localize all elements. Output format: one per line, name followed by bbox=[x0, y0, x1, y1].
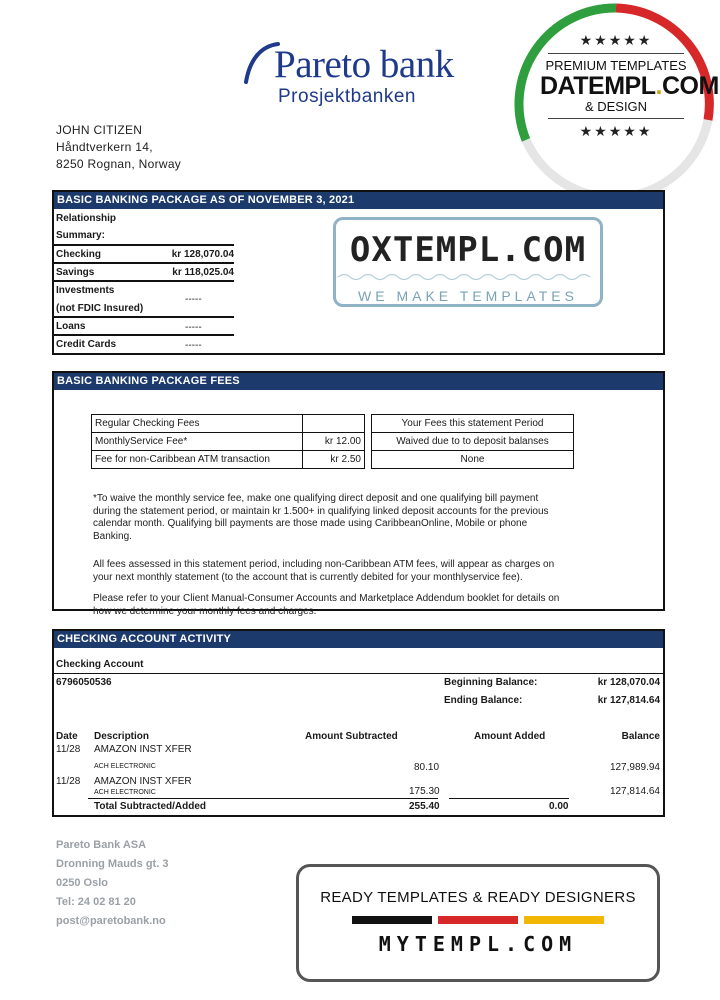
bank-logo bbox=[240, 38, 510, 118]
customer-address bbox=[56, 122, 181, 173]
col-description: Description bbox=[94, 731, 150, 742]
customer-name: JOHN CITIZEN bbox=[56, 123, 143, 137]
stamp-line1: PREMIUM TEMPLATES bbox=[545, 58, 687, 73]
promo-line2: MYTEMPL.COM bbox=[378, 932, 578, 956]
summary-header: BASIC BANKING PACKAGE AS OF NOVEMBER 3, 2021 bbox=[54, 192, 663, 209]
footer-city: 0250 Oslo bbox=[56, 877, 108, 889]
bank-footer-address bbox=[56, 836, 168, 931]
col-date: Date bbox=[56, 731, 78, 742]
summary-investments-row: Investments (not FDIC Insured) ----- bbox=[54, 282, 234, 318]
ending-balance-label: Ending Balance: bbox=[444, 695, 523, 706]
footer-email: post@paretobank.no bbox=[56, 915, 166, 927]
flag-stripes-icon bbox=[299, 916, 657, 924]
beginning-balance-value: kr 128,070.04 bbox=[597, 677, 660, 688]
fees-note-3: Please refer to your Client Manual-Consumer Accounts and Marketplace Addendum booklet for details on how we determine your monthly fees and charges. bbox=[93, 593, 560, 617]
bank-name: Pareto bank bbox=[274, 43, 454, 86]
col-balance: Balance bbox=[621, 731, 660, 742]
total-subtracted: 255.40 bbox=[409, 801, 440, 812]
fees-header: BASIC BANKING PACKAGE FEES bbox=[54, 373, 663, 390]
summary-credit-row: Credit Cards ----- bbox=[56, 339, 202, 351]
premium-stamp bbox=[512, 0, 720, 208]
account-number: 6796050536 bbox=[56, 677, 112, 688]
account-label: Checking Account bbox=[56, 659, 144, 670]
fees-note-1: *To waive the monthly service fee, make one qualifying direct deposit and one qualifying bill payment during the statement period, or maintain kr 1.500+ in qualifying linked deposit accounts for the previous calendar month. Qualifying bill payments are those made using CaribbeanOnline, Mobile or phone Banking. bbox=[93, 493, 549, 542]
stamp-line2: DATEMPL.COM bbox=[540, 72, 719, 100]
fees-col1-header: Regular Checking Fees bbox=[92, 415, 303, 433]
activity-section: CHECKING ACCOUNT ACTIVITY Checking Account 6796050536 Beginning Balance: kr 128,070.04 Ending Balance: kr 127,814.64 Date Description Amount Subtracted Amount Added Balance 11/28 AMAZON INST XFER ACH ELECTRONIC 80.10 127,989.94 11/28 AMAZON INST XFER ACH ELECTRONIC 175.30 127,814.64 Total Subtracted/Added 255.40 0.00 bbox=[52, 629, 665, 817]
summary-label: Summary: bbox=[56, 230, 105, 241]
oxtempl-watermark bbox=[333, 217, 603, 307]
col-amount-subtracted: Amount Subtracted bbox=[305, 731, 398, 742]
footer-company: Pareto Bank ASA bbox=[56, 839, 147, 851]
summary-loans-row: Loans ----- bbox=[54, 318, 234, 336]
fees-section bbox=[52, 371, 665, 617]
fees-note-2: All fees assessed in this statement period, including non-Caribbean ATM fees, will appear as charges on your next monthly statement (to the account that is currently debited for your monthlyservice fee). bbox=[93, 559, 555, 583]
bank-subtitle: Prosjektbanken bbox=[278, 86, 416, 107]
customer-address-line2: 8250 Rognan, Norway bbox=[56, 157, 182, 171]
watermark-tagline: WE MAKE TEMPLATES bbox=[358, 288, 578, 304]
total-added: 0.00 bbox=[549, 801, 569, 812]
customer-address-line1: Håndtverkern 14, bbox=[56, 140, 153, 154]
stamp-stars-top: ★★★★★ bbox=[579, 32, 653, 48]
promo-line1: READY TEMPLATES & READY DESIGNERS bbox=[320, 889, 636, 906]
mytempl-promo bbox=[296, 864, 660, 982]
total-label: Total Subtracted/Added bbox=[94, 801, 207, 812]
summary-checking-row: Checking kr 128,070.04 bbox=[54, 246, 234, 264]
stamp-line3: & DESIGN bbox=[584, 99, 648, 114]
summary-savings-row: Savings kr 118,025.04 bbox=[54, 264, 234, 282]
beginning-balance-label: Beginning Balance: bbox=[444, 677, 538, 688]
ending-balance-value: kr 127,814.64 bbox=[597, 695, 660, 706]
stamp-stars-bottom: ★★★★★ bbox=[579, 123, 653, 139]
fee-row: MonthlyService Fee* kr 12.00 Waived due to to deposit balanses bbox=[92, 433, 574, 451]
relationship-label: Relationship bbox=[56, 213, 117, 224]
fees-col3-header: Your Fees this statement Period bbox=[372, 415, 574, 433]
fee-row: Fee for non-Caribbean ATM transaction kr 2.50 None bbox=[92, 451, 574, 469]
activity-header: CHECKING ACCOUNT ACTIVITY bbox=[54, 631, 663, 648]
footer-tel: Tel: 24 02 81 20 bbox=[56, 896, 136, 908]
fees-table bbox=[91, 414, 574, 469]
wave-icon bbox=[338, 272, 598, 282]
footer-street: Dronning Mauds gt. 3 bbox=[56, 858, 169, 870]
watermark-title: OXTEMPL.COM bbox=[349, 230, 587, 270]
col-amount-added: Amount Added bbox=[474, 731, 546, 742]
